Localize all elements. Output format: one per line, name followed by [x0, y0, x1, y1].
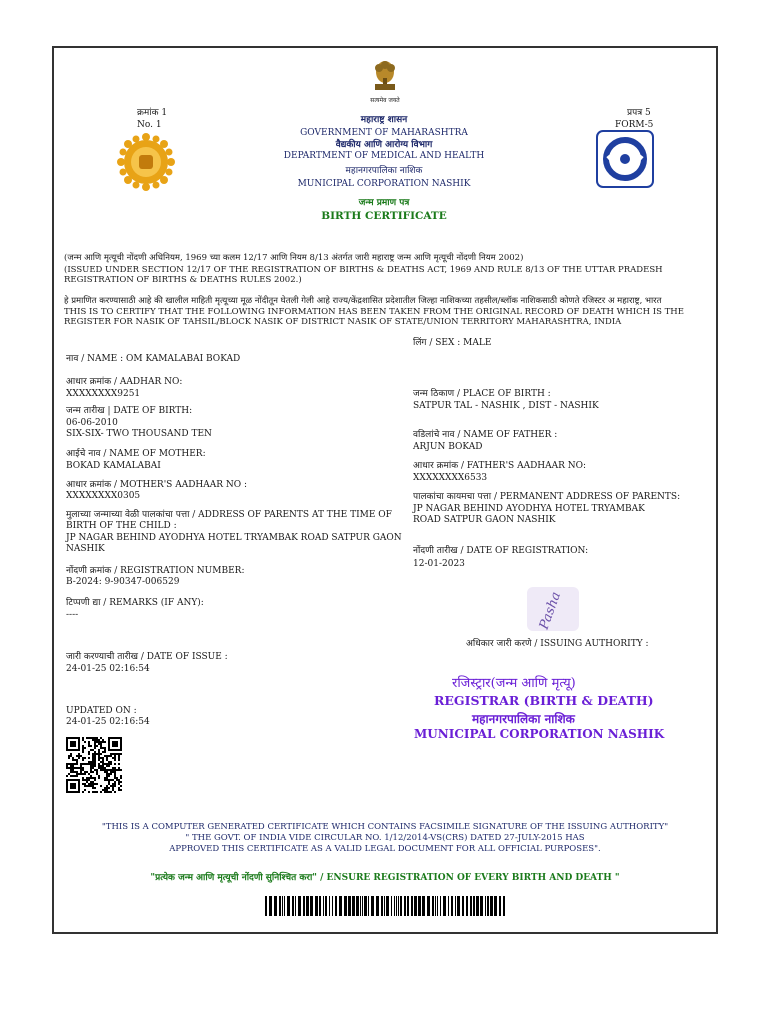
remarks-value: ---- — [66, 610, 79, 620]
perm-value: JP NAGAR BEHIND AYODHYA HOTEL TRYAMBAK ROAD SATPUR GAON NASHIK — [413, 504, 645, 525]
dob-value: 06-06-2010 — [66, 418, 118, 428]
govt-en: GOVERNMENT OF MAHARASHTRA — [300, 128, 468, 138]
intro-line2-en: THIS IS TO CERTIFY THAT THE FOLLOWING INFORMATION HAS BEEN TAKEN FROM THE ORIGINAL RECORD OF DEATH WHICH IS THE REGISTER FOR NASIK OF TAHSIL/BLOCK NASIK OF DISTRICT NASIK OF STATE/UNION TERRITORY MAHARASHTRA, INDIA — [64, 307, 684, 327]
dept-en: DEPARTMENT OF MEDICAL AND HEALTH — [283, 151, 485, 161]
issuing-authority: अधिकार जारी करणे / ISSUING AUTHORITY : — [466, 639, 649, 649]
registrar-en: REGISTRAR (BIRTH & DEATH) — [434, 693, 654, 708]
emblem-caption: सत्यमेव जयते — [370, 97, 400, 104]
dob-words: SIX-SIX- TWO THOUSAND TEN — [66, 429, 212, 439]
slogan-en: / ENSURE REGISTRATION OF EVERY BIRTH AND DEATH " — [316, 873, 620, 883]
footer-note3: APPROVED THIS CERTIFICATE AS A VALID LEGAL DOCUMENT FOR ALL OFFICIAL PURPOSES". — [169, 844, 601, 854]
corp-en: MUNICIPAL CORPORATION NASHIK — [297, 179, 471, 189]
dept-mr: वैद्यकीय आणि आरोग्य विभाग — [335, 140, 433, 150]
footer-note1: "THIS IS A COMPUTER GENERATED CERTIFICATE WHICH CONTAINS FACSIMILE SIGNATURE OF THE ISSUING AUTHORITY" — [101, 822, 669, 832]
updated-label: UPDATED ON : — [66, 706, 137, 716]
serial-en: No. 1 — [137, 120, 162, 130]
intro-line2-mr: हे प्रमाणित करण्यासाठी आहे की खालील माहिती मृत्यूच्या मूळ नोंदीतून घेतली गेली आहे राज्य/केंद्रशासित प्रदेशातील जिल्हा नाशिकच्या तहसील/ब्लॉक नाशिकसाठी कोणते रजिस्टर अ महाराष्ट्र, भारत — [64, 296, 662, 306]
govt-mr: महाराष्ट्र शासन — [360, 115, 408, 125]
place-value: SATPUR TAL - NASHIK , DIST - NASHIK — [413, 401, 599, 411]
certificate-title: BIRTH CERTIFICATE — [321, 210, 447, 222]
mother-aadhaar-value: XXXXXXXX0305 — [66, 491, 141, 501]
sex: लिंग / SEX : MALE — [413, 338, 492, 348]
aadhar-value: XXXXXXXX9251 — [66, 389, 141, 399]
father-aadhaar-label: आधार क्रमांक / FATHER'S AADHAAR NO: — [413, 461, 587, 471]
registrar-corp-en: MUNICIPAL CORPORATION NASHIK — [414, 727, 665, 741]
footer-slogan — [54, 870, 716, 883]
form-en: FORM-5 — [615, 120, 654, 130]
address-birth-value: JP NAGAR BEHIND AYODHYA HOTEL TRYAMBAK ROAD SATPUR GAON NASHIK — [66, 533, 402, 554]
remarks-label: टिप्पणी द्या / REMARKS (IF ANY): — [66, 598, 204, 608]
aadhar-label: आधार क्रमांक / AADHAR NO: — [66, 377, 183, 387]
slogan-mr: "प्रत्येक जन्म आणि मृत्यूची नोंदणी सुनिश्चित करा" — [150, 873, 317, 883]
department-logo-icon — [596, 130, 654, 188]
reg-no-label: नोंदणी क्रमांक / REGISTRATION NUMBER: — [66, 566, 245, 576]
title-mr: जन्म प्रमाण पत्र — [358, 198, 410, 208]
registrar-corp-mr: महानगरपालिका नाशिक — [472, 712, 575, 726]
maharashtra-seal-icon — [117, 133, 175, 191]
child-name: नाव / NAME : OM KAMALABAI BOKAD — [66, 354, 241, 364]
mother-value: BOKAD KAMALABAI — [66, 461, 161, 471]
updated-value: 24-01-25 02:16:54 — [66, 717, 150, 727]
reg-date-label: नोंदणी तारीख / DATE OF REGISTRATION: — [413, 546, 589, 556]
issue-label: जारी करण्याची तारीख / DATE OF ISSUE : — [66, 652, 228, 662]
intro-line1-en: (ISSUED UNDER SECTION 12/17 OF THE REGISTRATION OF BIRTHS & DEATHS ACT, 1969 AND RULE 8/13 OF THE UTTAR PRADESH REGISTRATION OF BIRTHS & DEATHS RULES 2002.) — [64, 265, 663, 285]
corp-mr: महानगरपालिका नाशिक — [345, 166, 423, 176]
father-value: ARJUN BOKAD — [413, 442, 483, 452]
reg-no-value: B-2024: 9-90347-006529 — [66, 577, 180, 587]
mother-label: आईचे नाव / NAME OF MOTHER: — [66, 449, 206, 459]
footer-note2: " THE GOVT. OF INDIA VIDE CIRCULAR NO. 1/12/2014-VS(CRS) DATED 27-JULY-2015 HAS — [185, 833, 585, 843]
father-label: वडिलांचे नाव / NAME OF FATHER : — [413, 430, 558, 440]
dob-label: जन्म तारीख | DATE OF BIRTH: — [66, 406, 193, 416]
qr-code-icon — [66, 737, 122, 793]
perm-label: पालकांचा कायमचा पत्ता / PERMANENT ADDRESS OF PARENTS: — [413, 492, 681, 502]
place-label: जन्म ठिकाण / PLACE OF BIRTH : — [413, 389, 551, 399]
intro-line1-mr: (जन्म आणि मृत्यूची नोंदणी अधिनियम, 1969 च्या कलम 12/17 आणि नियम 8/13 अंतर्गत जारी महाराष्ट्र जन्म आणि मृत्यूची नोंदणी नियम 2002) — [64, 253, 524, 263]
signature-text: Pasha — [536, 589, 565, 632]
mother-aadhaar-label: आधार क्रमांक / MOTHER'S AADHAAR NO : — [66, 480, 248, 490]
issue-value: 24-01-25 02:16:54 — [66, 664, 150, 674]
reg-date-value: 12-01-2023 — [413, 559, 465, 569]
signature — [527, 587, 579, 631]
serial-mr: क्रमांक 1 — [137, 108, 168, 118]
registrar-mr: रजिस्ट्रार(जन्म आणि मृत्यू) — [452, 676, 576, 691]
father-aadhaar-value: XXXXXXXX6533 — [413, 473, 488, 483]
national-emblem-icon — [370, 58, 400, 96]
barcode-icon — [265, 896, 507, 916]
address-birth-label: मुलाच्या जन्माच्या वेळी पालकांचा पत्ता / ADDRESS OF PARENTS AT THE TIME OF BIRTH OF THE CHILD : — [66, 510, 392, 531]
form-mr: प्रपत्र 5 — [627, 108, 651, 118]
